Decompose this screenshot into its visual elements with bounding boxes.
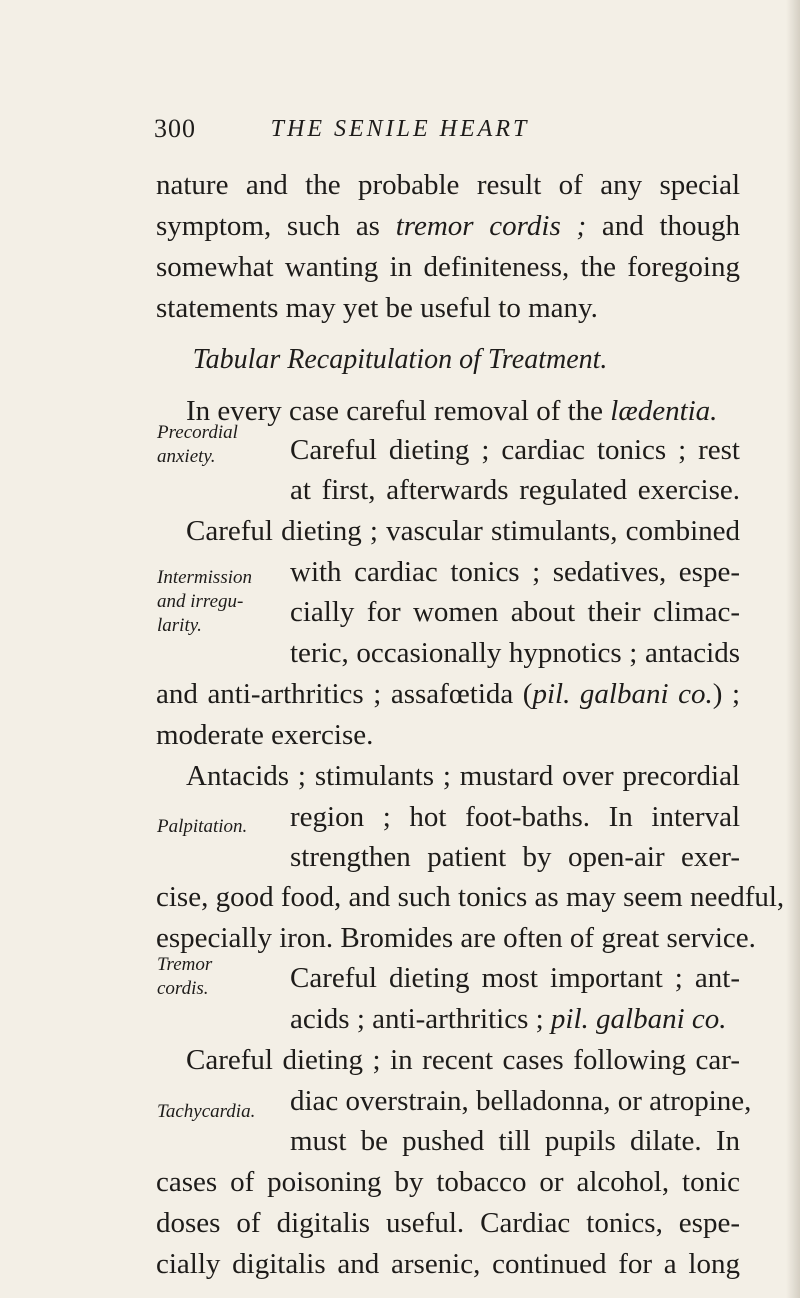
margin-note-intermission: Intermission and irregu- larity. bbox=[157, 567, 252, 636]
page-spine-shadow bbox=[786, 0, 800, 1298]
text-line: with cardiac tonics ; sedatives, espe- bbox=[290, 556, 740, 588]
text-line: somewhat wanting in definiteness, the foregoing bbox=[156, 251, 740, 283]
running-head: THE SENILE HEART bbox=[270, 116, 530, 142]
text-line: cially for women about their climac- bbox=[290, 596, 740, 628]
margin-note-tremor: Tremor cordis. bbox=[157, 954, 213, 999]
text-line: cise, good food, and such tonics as may seem needful, bbox=[156, 881, 785, 913]
margin-note-palpitation: Palpitation. bbox=[157, 816, 248, 837]
text-line: nature and the probable result of any special bbox=[156, 169, 740, 201]
section-heading: Tabular Recapitulation of Treatment. bbox=[192, 344, 608, 375]
text-line: especially iron. Bromides are often of great service. bbox=[156, 922, 756, 954]
text-line: Careful dieting ; in recent cases following car- bbox=[186, 1044, 740, 1076]
text-line: Careful dieting ; cardiac tonics ; rest bbox=[290, 434, 740, 466]
text-line: Careful dieting ; vascular stimulants, combined bbox=[186, 515, 740, 547]
margin-note-tachycardia: Tachycardia. bbox=[157, 1101, 256, 1122]
text-line: and anti-arthritics ; assafœtida (pil. galbani co.) ; bbox=[156, 678, 741, 710]
text-line: moderate exercise. bbox=[156, 719, 374, 751]
text-line: Antacids ; stimulants ; mustard over precordial bbox=[186, 760, 740, 792]
page-number: 300 bbox=[154, 114, 196, 143]
text-line: at first, afterwards regulated exercise. bbox=[290, 474, 740, 506]
text-line: cially digitalis and arsenic, continued for a long bbox=[156, 1248, 740, 1280]
text-line: In every case careful removal of the lædentia. bbox=[186, 395, 718, 427]
text-line: acids ; anti-arthritics ; pil. galbani co. bbox=[290, 1003, 727, 1035]
page-header bbox=[0, 110, 800, 150]
text-line: region ; hot foot-baths. In interval bbox=[290, 801, 740, 833]
text-line: statements may yet be useful to many. bbox=[156, 292, 598, 324]
text-line: doses of digitalis useful. Cardiac tonics, espe- bbox=[156, 1207, 740, 1239]
text-line: strengthen patient by open-air exer- bbox=[290, 841, 740, 873]
text-line: cases of poisoning by tobacco or alcohol, tonic bbox=[156, 1166, 740, 1198]
text-line: must be pushed till pupils dilate. In bbox=[290, 1125, 740, 1157]
margin-note-precordial: Precordial anxiety. bbox=[157, 422, 238, 467]
text-line: symptom, such as tremor cordis ; and though bbox=[156, 210, 741, 242]
text-line: teric, occasionally hypnotics ; antacids bbox=[290, 637, 740, 669]
text-line: Careful dieting most important ; ant- bbox=[290, 962, 740, 994]
text-line: diac overstrain, belladonna, or atropine, bbox=[290, 1085, 752, 1117]
